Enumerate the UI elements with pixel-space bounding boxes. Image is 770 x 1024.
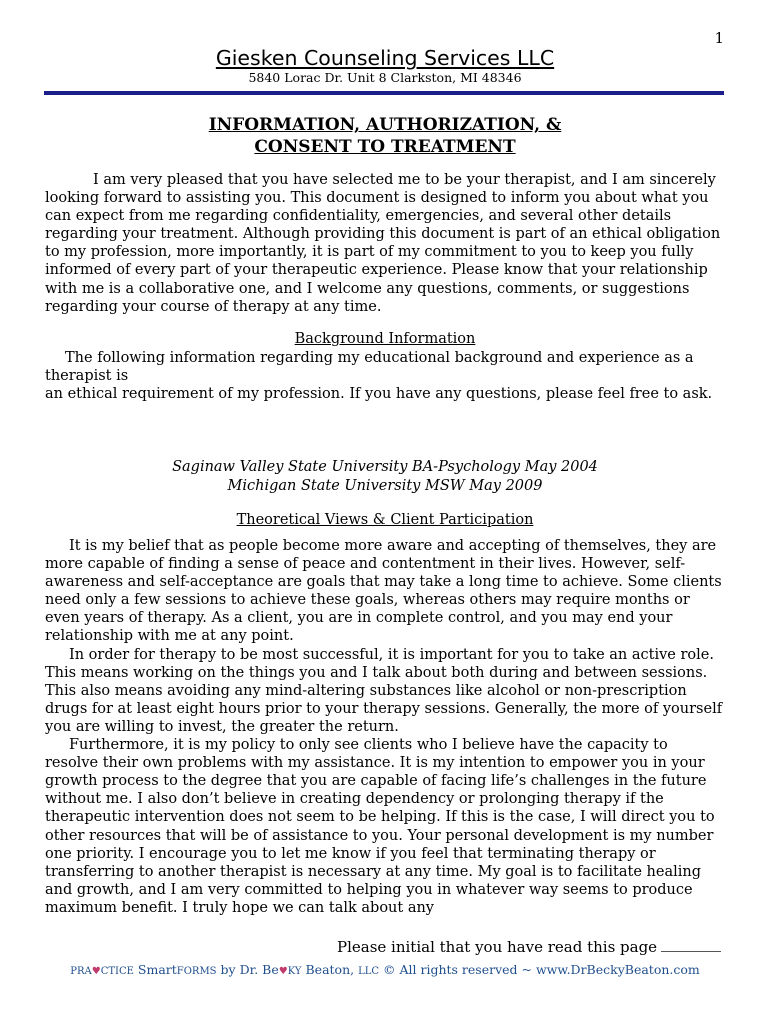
footer-beaton: Beaton, xyxy=(305,962,355,977)
footer-ctice: CTICE xyxy=(100,966,134,977)
page-number: 1 xyxy=(714,29,724,47)
theory-heading: Theoretical Views & Client Participation xyxy=(236,512,534,528)
background-heading: Background Information xyxy=(294,331,476,347)
footer xyxy=(0,962,770,977)
initial-line xyxy=(337,937,721,956)
footer-llc: LLC xyxy=(358,966,380,977)
theory-paragraph-1: It is my belief that as people become more aware and accepting of themselves, they are more capable of finding a sense of peace and contentment in their lives. However, self-awareness and self-acceptance are goals that may take a long time to achieve. Some clients need only a few sessions to achieve these goals, whereas others may require months or even years of therapy. As a client, you are in complete control, and you may end your relationship with me at any point. xyxy=(45,538,722,645)
company-name: Giesken Counseling Services LLC xyxy=(215,46,555,70)
heart-icon: ♥ xyxy=(91,966,101,977)
footer-smart: Smart xyxy=(137,962,177,977)
header-divider xyxy=(44,91,724,95)
education-item: Saginaw Valley State University BA-Psychology May 2004 xyxy=(172,459,598,475)
theory-section xyxy=(45,537,725,917)
document-title xyxy=(0,114,770,158)
theory-paragraph-2: In order for therapy to be most successful, it is important for you to take an active role. This means working on the things you and I talk about both during and between sessions. This also means avoiding any mind-altering substances like alcohol or non-prescription drugs for at least eight hours prior to your therapy sessions. Generally, the more of yourself you are willing to invest, the greater the return. xyxy=(45,646,723,735)
initial-blank[interactable] xyxy=(661,937,721,952)
initial-prompt: Please initial that you have read this page xyxy=(337,938,658,956)
footer-pra: PRA xyxy=(70,966,92,977)
footer-rights: © All rights reserved ~ www.DrBeckyBeaton.com xyxy=(383,962,700,977)
footer-forms: FORMS xyxy=(176,966,217,977)
intro-section xyxy=(45,171,725,316)
title-line-1: INFORMATION, AUTHORIZATION, & xyxy=(208,115,562,135)
background-line-2: an ethical requirement of my profession. If you have any questions, please feel free to ask. xyxy=(45,386,713,403)
education-list xyxy=(0,458,770,495)
education-item: Michigan State University MSW May 2009 xyxy=(227,477,543,494)
title-line-2: CONSENT TO TREATMENT xyxy=(254,137,516,157)
footer-ky: KY xyxy=(287,966,302,977)
heart-icon: ♥ xyxy=(278,966,288,977)
company-address: 5840 Lorac Dr. Unit 8 Clarkston, MI 48346 xyxy=(248,70,522,85)
intro-paragraph: I am very pleased that you have selected me to be your therapist, and I am sincerely looking forward to assisting you. This document is designed to inform you about what you can expect from me regarding confidentiality, emergencies, and several other details regarding your treatment. Although providing this document is part of an ethical obligation to my profession, more importantly, it is part of my commitment to you to keep you fully informed of every part of your therapeutic experience. Please know that your relationship with me is a collaborative one, and I welcome any questions, comments, or suggestions regarding your course of therapy at any time. xyxy=(45,172,721,315)
footer-by: by Dr. Be xyxy=(220,962,279,977)
background-line-1: The following information regarding my educational background and experience as a therapist is xyxy=(45,350,694,385)
theory-paragraph-3: Furthermore, it is my policy to only see clients who I believe have the capacity to resolve their own problems with my assistance. It is my intention to empower you in your growth process to the degree that you are capable of facing life’s challenges in the future without me. I also don’t believe in creating dependency or prolonging therapy if the therapeutic intervention does not seem to be helping. If this is the case, I will direct you to other resources that will be of assistance to you. Your personal development is my number one priority. I encourage you to let me know if you feel that terminating therapy or transferring to another therapist is necessary at any time. My goal is to facilitate healing and growth, and I am very committed to helping you in whatever way seems to produce maximum benefit. I truly hope we can talk about any xyxy=(45,737,715,916)
background-section xyxy=(45,349,725,403)
